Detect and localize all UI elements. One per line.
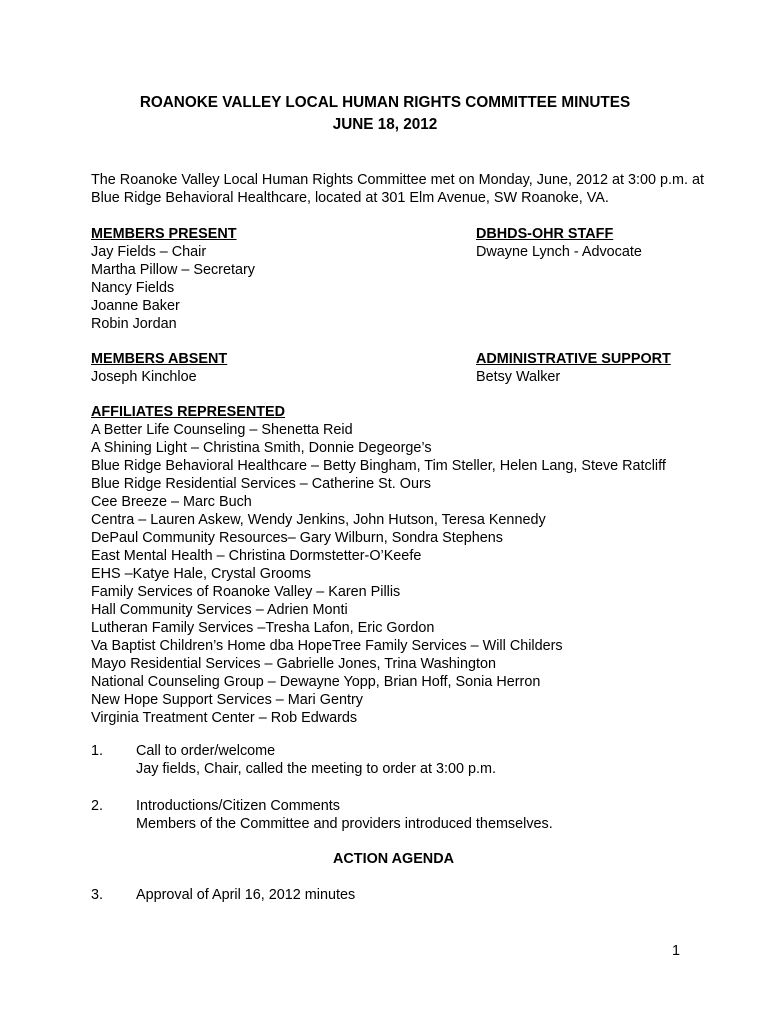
members-absent-heading: MEMBERS ABSENT xyxy=(91,351,228,367)
affiliate-line: A Shining Light – Christina Smith, Donnie Degeorge’s xyxy=(91,440,432,456)
member-present-name: Joanne Baker xyxy=(91,298,180,314)
staff-heading: DBHDS-OHR STAFF xyxy=(476,226,614,242)
agenda-item-number: 3. xyxy=(91,887,104,903)
members-absent-section xyxy=(91,350,227,386)
page-number: 1 xyxy=(672,943,681,959)
affiliate-line: Lutheran Family Services –Tresha Lafon, Eric Gordon xyxy=(91,620,435,636)
agenda-item-text: Jay fields, Chair, called the meeting to order at 3:00 p.m. xyxy=(136,761,496,777)
admin-support-section xyxy=(476,350,671,386)
affiliate-line: East Mental Health – Christina Dormstetter-O’Keefe xyxy=(91,548,422,564)
agenda-item-text: Members of the Committee and providers introduced themselves. xyxy=(136,816,553,832)
agenda-item-title: Call to order/welcome xyxy=(136,743,276,759)
affiliate-line: Cee Breeze – Marc Buch xyxy=(91,494,252,510)
member-present-name: Jay Fields – Chair xyxy=(91,244,207,260)
affiliate-line: Virginia Treatment Center – Rob Edwards xyxy=(91,710,358,726)
document-date: JUNE 18, 2012 xyxy=(332,116,438,133)
affiliates-heading: AFFILIATES REPRESENTED xyxy=(91,404,286,420)
agenda-item-number: 1. xyxy=(91,743,104,759)
affiliate-line: Hall Community Services – Adrien Monti xyxy=(91,602,348,618)
members-present-heading: MEMBERS PRESENT xyxy=(91,226,237,242)
affiliate-line: Va Baptist Children’s Home dba HopeTree Family Services – Will Childers xyxy=(91,638,563,654)
affiliate-line: National Counseling Group – Dewayne Yopp, Brian Hoff, Sonia Herron xyxy=(91,674,541,690)
member-absent-name: Joseph Kinchloe xyxy=(91,369,197,385)
affiliate-line: Family Services of Roanoke Valley – Karen Pillis xyxy=(91,584,401,600)
agenda-item-title: Approval of April 16, 2012 minutes xyxy=(136,887,356,903)
staff-section xyxy=(476,225,642,261)
members-present-section xyxy=(91,225,255,333)
affiliate-line: EHS –Katye Hale, Crystal Grooms xyxy=(91,566,311,582)
affiliate-line: Blue Ridge Residential Services – Catherine St. Ours xyxy=(91,476,431,492)
affiliates-section xyxy=(91,403,666,727)
agenda-item-number: 2. xyxy=(91,798,104,814)
action-agenda-heading: ACTION AGENDA xyxy=(333,851,454,867)
affiliate-line: Centra – Lauren Askew, Wendy Jenkins, John Hutson, Teresa Kennedy xyxy=(91,512,546,528)
admin-support-heading: ADMINISTRATIVE SUPPORT xyxy=(476,351,671,367)
member-present-name: Robin Jordan xyxy=(91,316,177,332)
member-present-name: Nancy Fields xyxy=(91,280,175,296)
admin-support-name: Betsy Walker xyxy=(476,369,561,385)
agenda-item-title: Introductions/Citizen Comments xyxy=(136,798,340,814)
affiliate-line: Blue Ridge Behavioral Healthcare – Betty Bingham, Tim Steller, Helen Lang, Steve Ratcliff xyxy=(91,458,666,474)
intro-paragraph: The Roanoke Valley Local Human Rights Committee met on Monday, June, 2012 at 3:00 p.m. at Blue Ridge Behavioral Healthcare, located at 301 Elm Avenue, SW Roanoke, VA. xyxy=(91,172,704,206)
document-title: ROANOKE VALLEY LOCAL HUMAN RIGHTS COMMITTEE MINUTES xyxy=(139,94,631,111)
affiliate-line: Mayo Residential Services – Gabrielle Jones, Trina Washington xyxy=(91,656,496,672)
affiliate-line: New Hope Support Services – Mari Gentry xyxy=(91,692,363,708)
staff-name: Dwayne Lynch - Advocate xyxy=(476,244,642,260)
affiliate-line: DePaul Community Resources– Gary Wilburn, Sondra Stephens xyxy=(91,530,503,546)
affiliate-line: A Better Life Counseling – Shenetta Reid xyxy=(91,422,353,438)
member-present-name: Martha Pillow – Secretary xyxy=(91,262,255,278)
